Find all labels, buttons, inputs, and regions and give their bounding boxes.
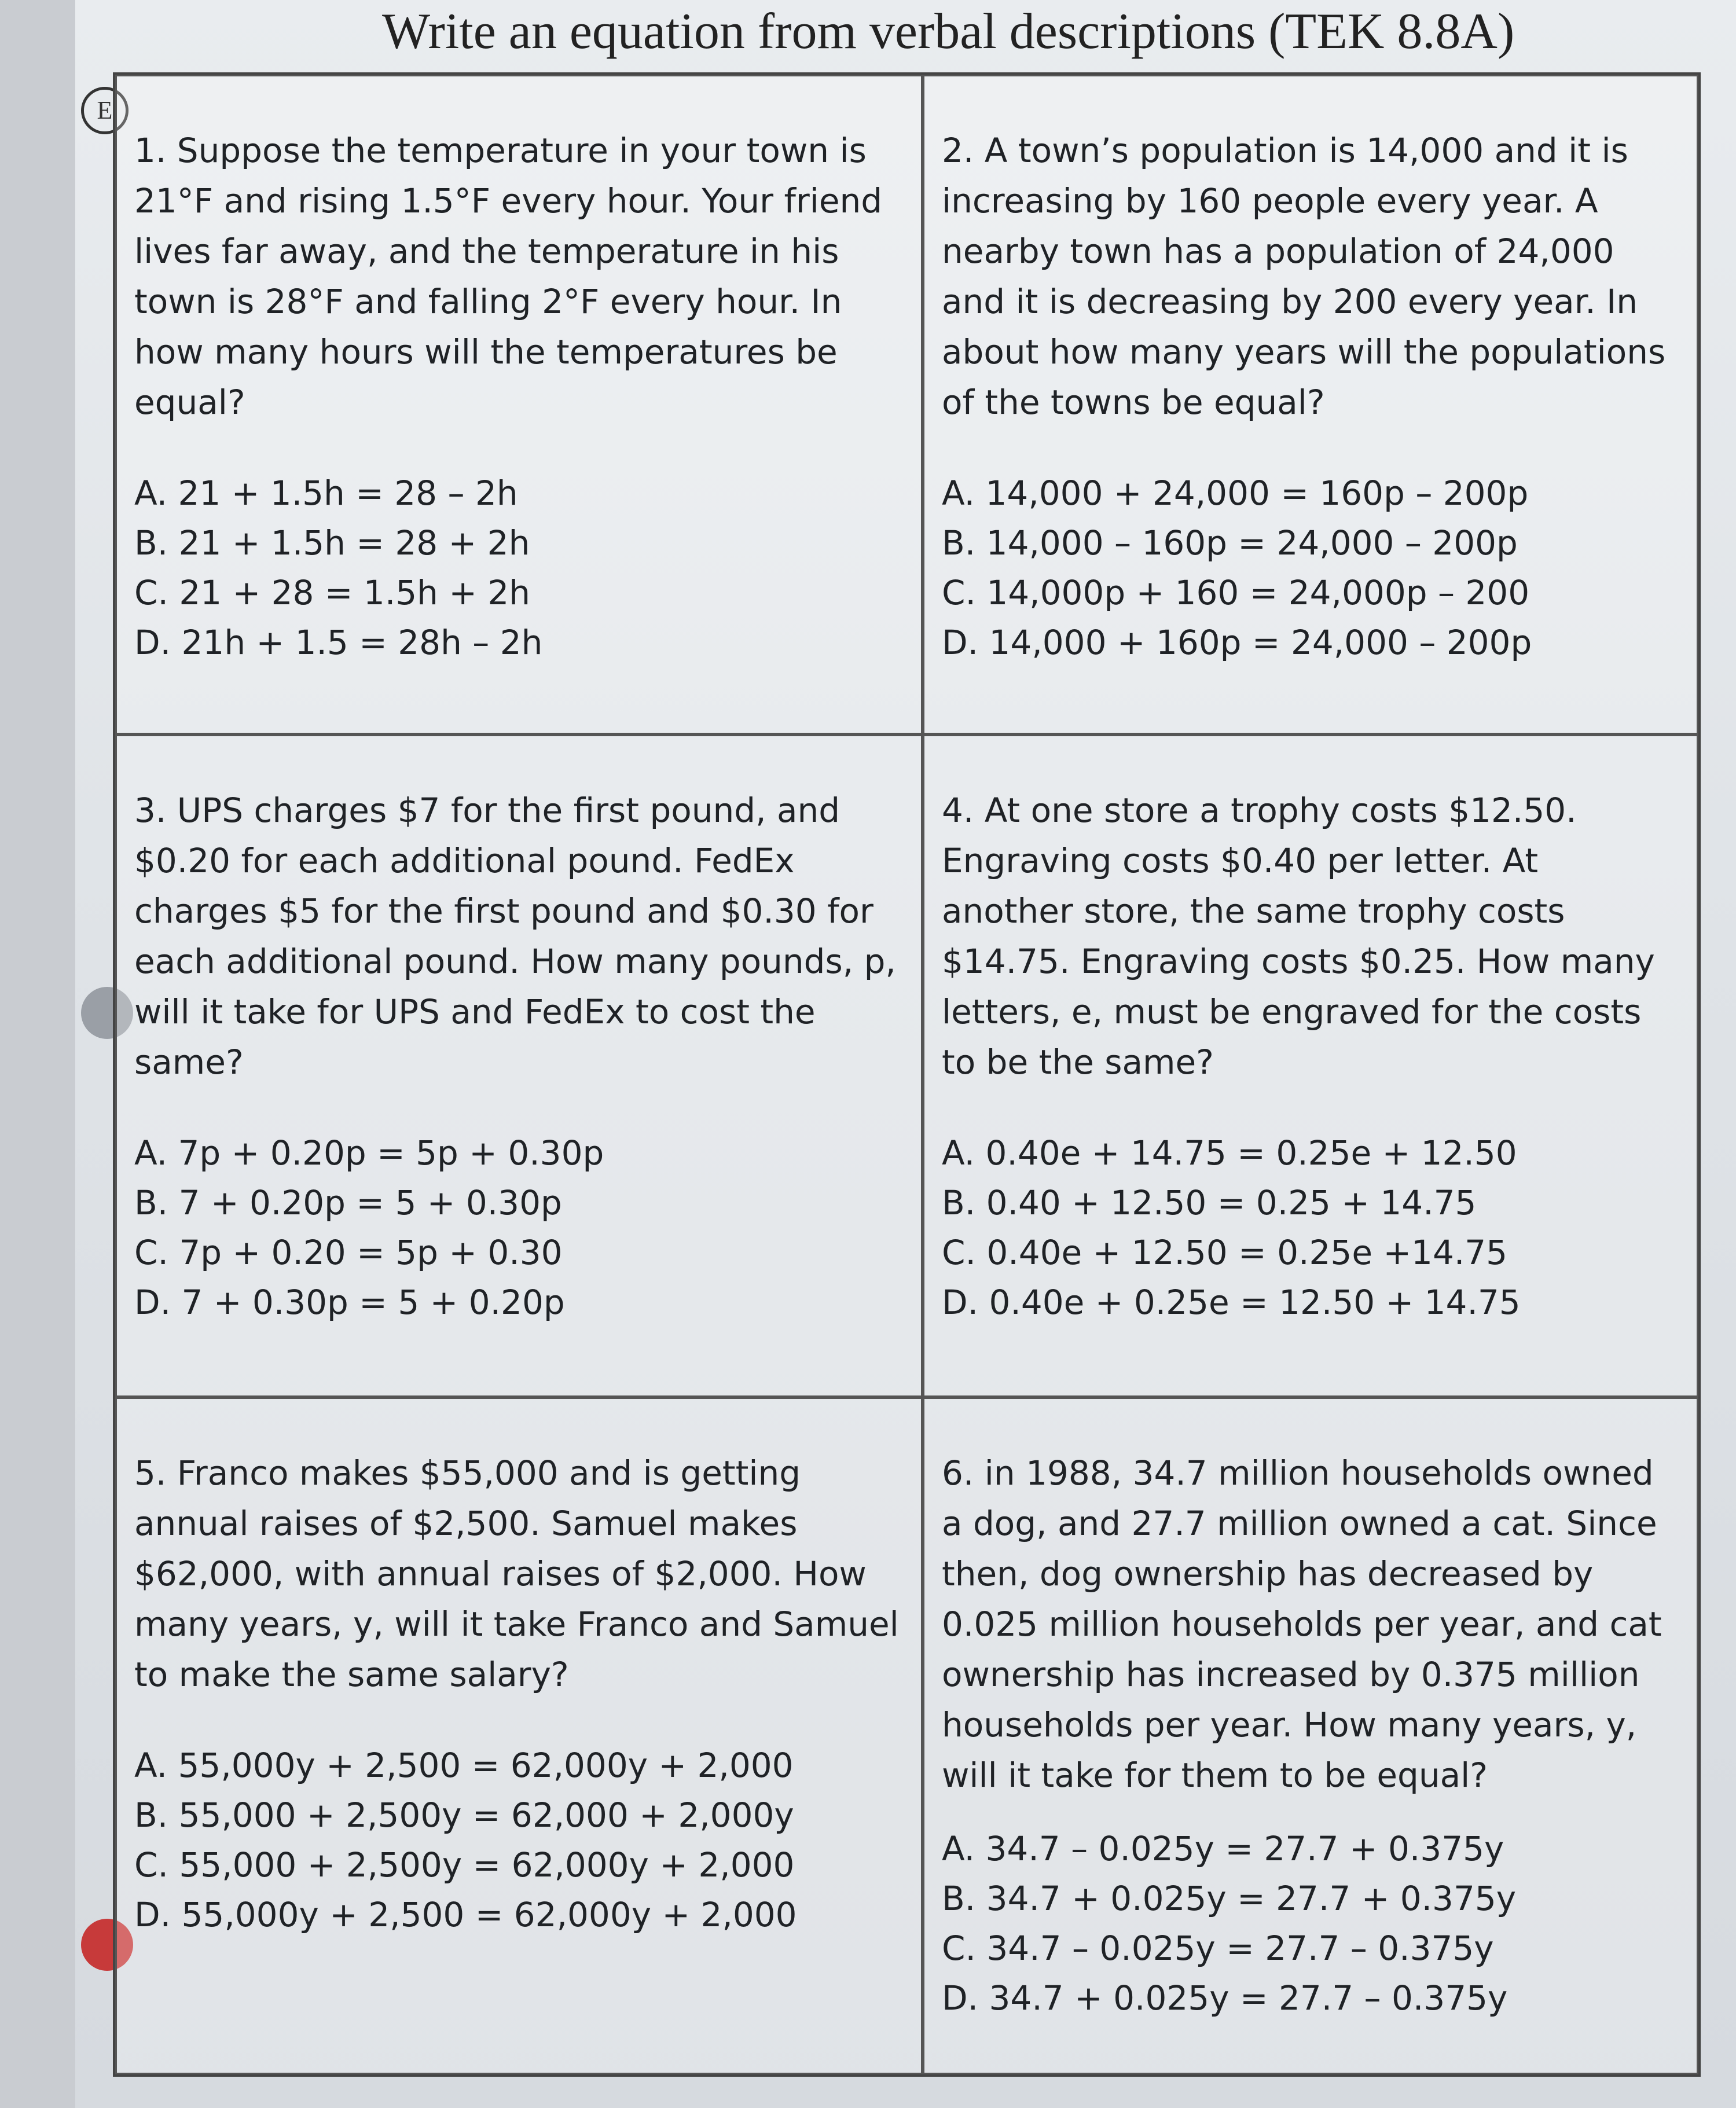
question-text: 2. A town’s population is 14,000 and it is increasing by 160 people every year. A nearby town has a population of 24,000 and it is decreasing by 200 every year. In about how many years will the populations of the towns be equal?: [942, 131, 1666, 422]
choice-a[interactable]: A. 34.7 – 0.025y = 27.7 + 0.375y: [942, 1829, 1504, 1868]
question-text: 3. UPS charges $7 for the first pound, and $0.20 for each additional pound. FedEx charges $5 for the first pound and $0.30 for each additional pound. How many pounds, p, will it take for UPS and FedEx to cost the same?: [134, 791, 896, 1082]
choice-c[interactable]: C. 0.40e + 12.50 = 0.25e +14.75: [942, 1233, 1508, 1272]
choice-a[interactable]: A. 21 + 1.5h = 28 – 2h: [134, 473, 518, 513]
question-card-2: [923, 75, 1698, 735]
choice-a[interactable]: A. 55,000y + 2,500 = 62,000y + 2,000: [134, 1746, 794, 1785]
answer-choices: [134, 1128, 904, 1327]
choice-c[interactable]: C. 34.7 – 0.025y = 27.7 – 0.375y: [942, 1929, 1494, 1968]
choice-b[interactable]: B. 14,000 – 160p = 24,000 – 200p: [942, 523, 1518, 563]
choice-a[interactable]: A. 0.40e + 14.75 = 0.25e + 12.50: [942, 1133, 1517, 1173]
answer-choices: [134, 1740, 904, 1940]
question-card-1: [115, 75, 923, 735]
choice-d[interactable]: D. 0.40e + 0.25e = 12.50 + 14.75: [942, 1283, 1521, 1322]
question-card-6: [923, 1397, 1698, 2074]
choice-b[interactable]: B. 55,000 + 2,500y = 62,000 + 2,000y: [134, 1795, 794, 1835]
question-text: 1. Suppose the temperature in your town is 21°F and rising 1.5°F every hour. Your friend lives far away, and the temperature in his town is 28°F and falling 2°F every hour. In how many hours will the temperatures be equal?: [134, 131, 883, 422]
choice-a[interactable]: A. 7p + 0.20p = 5p + 0.30p: [134, 1133, 604, 1173]
choice-c[interactable]: C. 14,000p + 160 = 24,000p – 200: [942, 573, 1530, 612]
choice-c[interactable]: C. 7p + 0.20 = 5p + 0.30: [134, 1233, 563, 1272]
question-text: 6. in 1988, 34.7 million households owned a dog, and 27.7 million owned a cat. Since then, dog ownership has decreased by 0.025 million households per year, and cat ownership has increased by 0.375 million households per year. How many years, y, will it take for them to be equal?: [942, 1453, 1662, 1795]
choice-b[interactable]: B. 21 + 1.5h = 28 + 2h: [134, 523, 530, 563]
choice-d[interactable]: D. 55,000y + 2,500 = 62,000y + 2,000: [134, 1895, 797, 1934]
question-grid: [113, 72, 1701, 2077]
choice-d[interactable]: D. 21h + 1.5 = 28h – 2h: [134, 623, 543, 662]
answer-choices: [942, 1824, 1679, 2023]
question-text: 4. At one store a trophy costs $12.50. Engraving costs $0.40 per letter. At another store, the same trophy costs $14.75. Engraving costs $0.25. How many letters, e, must be engraved for the costs to be the same?: [942, 791, 1655, 1082]
choice-b[interactable]: B. 0.40 + 12.50 = 0.25 + 14.75: [942, 1183, 1477, 1222]
choice-c[interactable]: C. 55,000 + 2,500y = 62,000y + 2,000: [134, 1845, 795, 1885]
choice-d[interactable]: D. 14,000 + 160p = 24,000 – 200p: [942, 623, 1532, 662]
choice-d[interactable]: D. 7 + 0.30p = 5 + 0.20p: [134, 1283, 565, 1322]
answer-choices: [942, 1128, 1679, 1327]
choice-d[interactable]: D. 34.7 + 0.025y = 27.7 – 0.375y: [942, 1978, 1508, 2018]
choice-a[interactable]: A. 14,000 + 24,000 = 160p – 200p: [942, 473, 1529, 513]
question-card-4: [923, 735, 1698, 1397]
question-card-5: [115, 1397, 923, 2074]
answer-choices: [134, 468, 904, 667]
choice-b[interactable]: B. 7 + 0.20p = 5 + 0.30p: [134, 1183, 562, 1222]
question-card-3: [115, 735, 923, 1397]
page-title: Write an equation from verbal descriptions (TEK 8.8A): [382, 3, 1515, 60]
choice-c[interactable]: C. 21 + 28 = 1.5h + 2h: [134, 573, 531, 612]
question-text: 5. Franco makes $55,000 and is getting annual raises of $2,500. Samuel makes $62,000, with annual raises of $2,000. How many years, y, will it take Franco and Samuel to make the same salary?: [134, 1453, 899, 1694]
answer-choices: [942, 468, 1679, 667]
choice-b[interactable]: B. 34.7 + 0.025y = 27.7 + 0.375y: [942, 1879, 1517, 1918]
logo-icon: E: [81, 87, 129, 134]
